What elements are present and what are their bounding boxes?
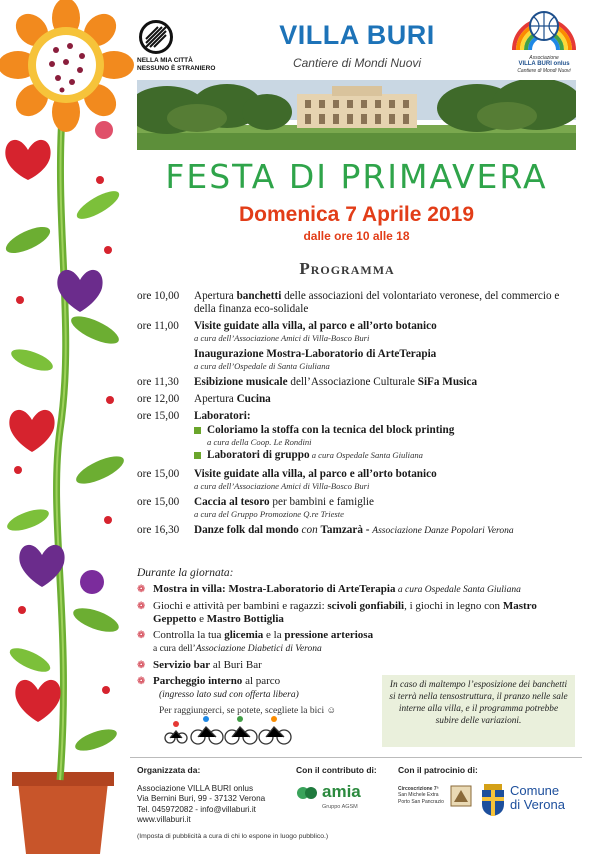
program-row [137,320,582,344]
program-time: ore 10,00 [137,290,180,302]
footer-heading: Organizzata da: [137,765,201,775]
giornata-text: al Buri Bar [210,659,262,671]
amia-logo-text: amia [322,782,361,802]
program-title: Visite guidate alla villa, al parco e all’orto botanico [194,468,437,480]
program-row [137,376,582,389]
giornata-heading: Durante la giornata: [137,567,234,579]
flower-bullet-icon: ❁ [137,584,146,595]
lab-note: a cura Ospedale Santa Giuliana [309,450,423,460]
program-text: per bambini e famiglie [269,496,374,508]
footer-organizer [137,765,287,826]
program-note: a cura dell’Associazione Amici di Villa-Bosco Buri [194,333,370,343]
comune-label: di Verona [510,796,565,812]
flower-decoration [0,0,140,854]
square-bullet-icon [194,452,201,459]
bike-note: Per raggiungerci, se potete, scegliete la bici ☺ [159,706,337,716]
giornata-text-bold: glicemia [224,629,264,641]
circoscrizione-text: Porto San Pancrazio [398,798,444,805]
event-title: FESTA DI PRIMAVERA [165,157,548,196]
program-text: Apertura [194,290,237,302]
program-title: Laboratori: [194,410,251,422]
maltempo-notice: In caso di maltempo l’esposizione dei banchetti si terrà nella tensostruttura, il pranzo nelle sale interne alla villa, e il programma potrebbe subire delle variazioni. [382,675,575,747]
heart-icon [15,680,60,722]
program-text-bold: Tamzarà [320,524,363,536]
giornata-note: (ingresso lato sud con offerta libera) [159,690,299,700]
giornata-text-bold: Servizio bar [153,659,211,671]
program-row [137,468,582,492]
program-text-bold: Cucina [236,393,271,405]
lab-note: a cura della Coop. Le Rondini [207,437,312,447]
amia-logo-icon [296,784,318,802]
program-time: ore 15,00 [137,410,180,422]
footer-divider [130,757,582,758]
page-title: VILLA BURI [279,20,435,50]
maze-logo-icon [139,20,173,54]
tax-note: (Imposta di pubblicità a cura di chi lo espone in luogo pubblico.) [137,833,329,840]
giornata-text: e [196,613,207,625]
giornata-note: a cura dell’ [153,644,196,654]
flower-bullet-icon: ❁ [137,660,146,671]
giornata-text-bold: Mostra in villa: Mostra-Laboratorio di ArteTerapia [153,583,396,595]
verona-coat-of-arms-icon [480,784,506,816]
giornata-item [137,629,577,656]
program-note: a cura dell’Associazione Amici di Villa-Bosco Buri [194,481,370,491]
program-row [137,290,582,316]
circoscrizione-logo [398,786,450,806]
giornata-text: Giochi e attività per bambini e ragazzi: [153,600,328,612]
giornata-text-bold: Mastro Geppetto [153,600,537,625]
program-time: ore 11,00 [137,320,179,332]
footer-heading: Con il patrocinio di: [398,765,478,775]
logo-caption: Cantiere di Mondi Nuovi [517,68,571,74]
page-subtitle: Cantiere di Mondi Nuovi [292,56,422,70]
sunflower-icon [0,0,134,132]
program-time: ore 15,00 [137,468,180,480]
program-text-bold: Danze folk dal mondo [194,524,299,536]
giornata-text-bold: pressione arteriosa [284,629,374,641]
giornata-text-bold: Parcheggio interno [153,675,243,687]
program-row [137,348,582,372]
program-note: a cura dell’Ospedale di Santa Giuliana [194,361,330,371]
program-list [137,290,582,541]
giornata-note: a cura Ospedale Santa Giuliana [395,585,521,595]
heart-icon [9,410,54,452]
footer-contributor [296,765,391,812]
program-row [137,410,582,462]
footer-line: www.villaburi.it [137,815,191,824]
program-text: delle associazioni del volontariato veronese, del commercio e della finanza eco-solidale [194,290,560,315]
giornata-note: Associazione Diabetici di Verona [195,644,322,654]
lab-item [194,449,582,462]
event-hours: dalle ore 10 alle 18 [303,229,410,243]
giornata-item [137,600,577,626]
giornata-item [137,659,577,672]
comune-label: Comune [510,782,560,798]
logo-caption: Associazione [529,55,559,61]
logo-nella-mia-citta [137,20,217,73]
program-row [137,496,582,520]
giornata-text-bold: Mastro Bottiglia [206,613,284,625]
program-text: Apertura [194,393,237,405]
globe-rainbow-logo-icon [510,6,578,50]
program-row [137,393,582,406]
heart-icon [5,140,50,180]
circoscrizione-emblem-icon [450,784,472,808]
program-text-bold: SiFa Musica [417,376,478,388]
amia-sub: Gruppo AGSM [322,803,358,810]
circoscrizione-text: San Michele Extra [398,792,439,798]
program-time: ore 15,00 [137,496,180,508]
footer-heading: Con il contributo di: [296,765,377,775]
lab-title: Coloriamo la stoffa con la tecnica del block printing [207,424,455,436]
giornata-text: , i giochi in legno con [404,600,503,612]
program-text: con [298,524,321,536]
giornata-text: e la [263,629,285,641]
giornata-text: Controlla la tua [153,629,225,641]
flower-pot [18,782,108,854]
giornata-text: al parco [242,675,281,687]
logo-villa-buri [510,6,578,74]
programma-heading: Programma [299,259,395,278]
square-bullet-icon [194,427,201,434]
program-title: Inaugurazione Mostra-Laboratorio di ArteTerapia [194,348,437,360]
footer-patronage [398,765,580,816]
bicycles-icon [160,713,300,745]
program-note: Associazione Danze Popolari Verona [372,526,514,536]
flower-bullet-icon: ❁ [137,676,146,687]
logo-caption: VILLA BURI onlus [518,61,570,67]
footer-line: Associazione VILLA BURI onlus [137,783,254,793]
footer-line: Tel. 045972082 - info@villaburi.it [137,804,256,814]
program-text: - [362,524,373,536]
logo-caption: NELLA MIA CITTÀ [137,57,193,64]
lab-item [194,424,582,437]
program-text: dell’Associazione Culturale [287,376,418,388]
program-text-bold: Esibizione musicale [194,376,288,388]
program-row [137,524,582,538]
footer-line: Via Bernini Buri, 99 - 37132 Verona [137,794,266,803]
program-text-bold: Caccia al tesoro [194,496,270,508]
program-time: ore 11,30 [137,376,179,388]
program-time: ore 16,30 [137,524,180,536]
flower-bullet-icon: ❁ [137,601,146,612]
event-date: Domenica 7 Aprile 2019 [239,203,474,226]
circoscrizione-text: Circoscrizione 7ª [398,785,439,792]
villa-photo [137,80,576,150]
giornata-text-bold: scivoli gonfiabili [327,600,405,612]
giornata-item [137,583,577,597]
program-text-bold: banchetti [236,290,282,302]
program-time: ore 12,00 [137,393,180,405]
lab-title: Laboratori di gruppo [207,449,310,461]
program-title: Visite guidate alla villa, al parco e all’orto botanico [194,320,437,332]
flower-bullet-icon: ❁ [137,630,146,641]
program-note: a cura del Gruppo Promozione Q.re Trieste [194,509,344,519]
logo-caption: NESSUNO È STRANIERO [137,65,216,72]
